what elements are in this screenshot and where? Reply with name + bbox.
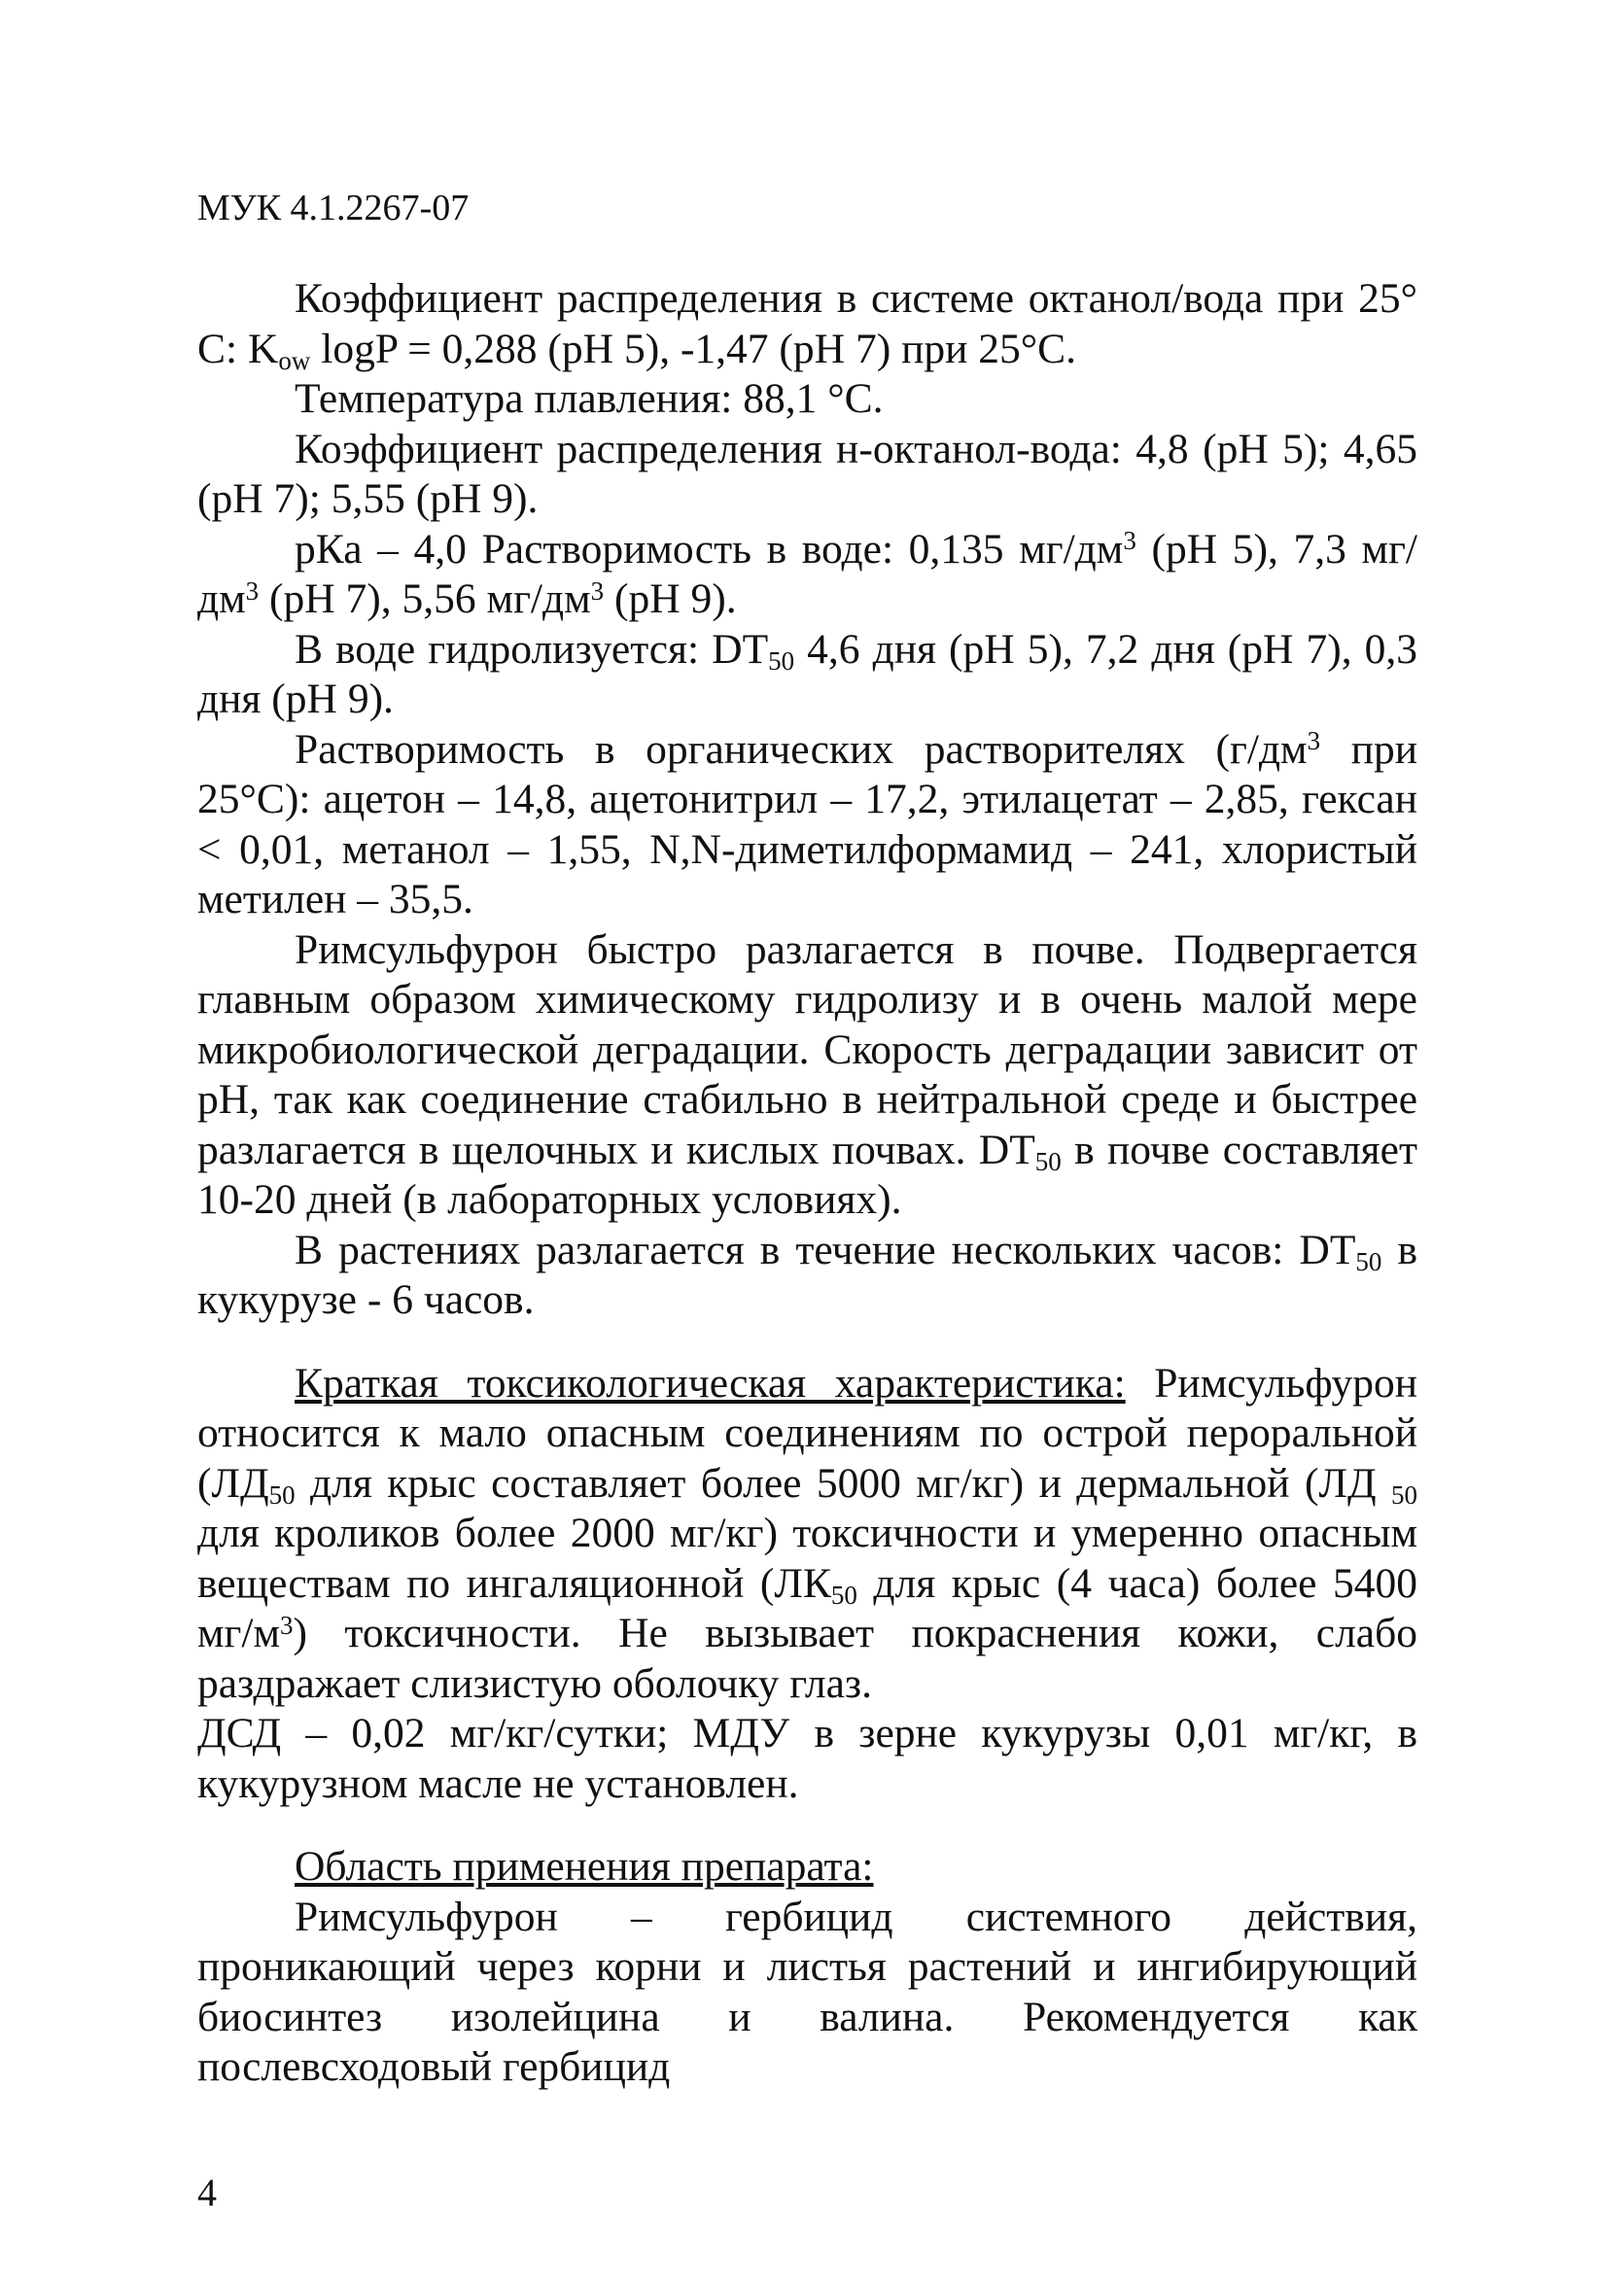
octanol-water-paragraph: Коэффициент распределения н-октанол-вода: 4,8 (рН 5); 4,65 (рН 7); 5,55 (рН 9). bbox=[197, 425, 1417, 522]
solubility-water-paragraph: рКа – 4,0 Растворимость в воде: 0,135 $мг/дм^3$ (рН 5), 7,3 $мг/дм^3$ (рН 7), 5,56 $мг/дм^3$ (рН 9). bbox=[197, 525, 1417, 622]
hydrolysis-paragraph: В воде гидролизуется: $DT_{50}$ 4,6 дня (рН 5), 7,2 дня (рН 7), 0,3 дня (рН 9). bbox=[197, 625, 1417, 722]
application-area-paragraph: Римсульфурон – гербицид системного действия, проникающий через корни и листья растений и ингибирующий биосинтез изолейцина и валина. Рекомендуется как послевсходовый гербицид bbox=[197, 1893, 1417, 2090]
dsd-mdu-paragraph: ДСД – 0,02 мг/кг/сутки; МДУ в зерне кукурузы 0,01 мг/кг, в кукурузном масле не установлен. bbox=[197, 1710, 1417, 1807]
organic-solvents-paragraph: Растворимость в органических растворителях ($г/дм^3$ при 25°С): ацетон – 14,8, ацетонитрил – 17,2, этилацетат – 2,85, гексан < 0,01, метанол – 1,55, N,N-диметилформамид – 241, хлористый метилен – 35,5. bbox=[197, 725, 1418, 922]
melting-point-paragraph: Температура плавления: 88,1 °С. bbox=[295, 375, 884, 422]
toxicology-heading: Краткая токсикологическая характеристика: bbox=[295, 1359, 1126, 1407]
application-area-heading: Область применения препарата: bbox=[295, 1843, 874, 1890]
soil-degradation-paragraph: Римсульфурон быстро разлагается в почве. Подвергается главным образом химическому гидролизу и в очень малой мере микробиологической деградации. Скорость деградации зависит от рН, так как соединение стабильно в нейтральной среде и быстрее разлагается в щелочных и кислых почвах. $DT_{50}$ в почве составляет 10-20 дней (в лабораторных условиях). bbox=[197, 925, 1417, 1223]
plant-degradation-paragraph: В растениях разлагается в течение нескольких часов: $DT_{50}$ в кукурузе - 6 часов. bbox=[197, 1226, 1417, 1323]
document-id-header: МУК 4.1.2267-07 bbox=[197, 188, 470, 228]
page-body bbox=[197, 274, 1417, 2093]
toxicology-paragraph: Краткая токсикологическая характеристика: Римсульфурон относится к мало опасным соединениям по острой пероральной ($ЛД_{50}$ для крыс составляет более 5000 мг/кг) и дермальной (ЛД $_{50}$ для кроликов более 2000 мг/кг) токсичности и умеренно опасным веществам по ингаляционной ($ЛК_{50}$ для крыс (4 часа) более 5400 $мг/м^3$) токсичности. Не вызывает покраснения кожи, слабо раздражает слизистую оболочку глаз. bbox=[197, 1359, 1417, 1707]
partition-coefficient-paragraph: Коэффициент распределения в системе октанол/вода при 25° С: $K_{ow}$ logP = 0,288 (рН 5), -1,47 (рН 7) при 25°С. bbox=[197, 275, 1417, 376]
page-number: 4 bbox=[197, 2171, 217, 2214]
